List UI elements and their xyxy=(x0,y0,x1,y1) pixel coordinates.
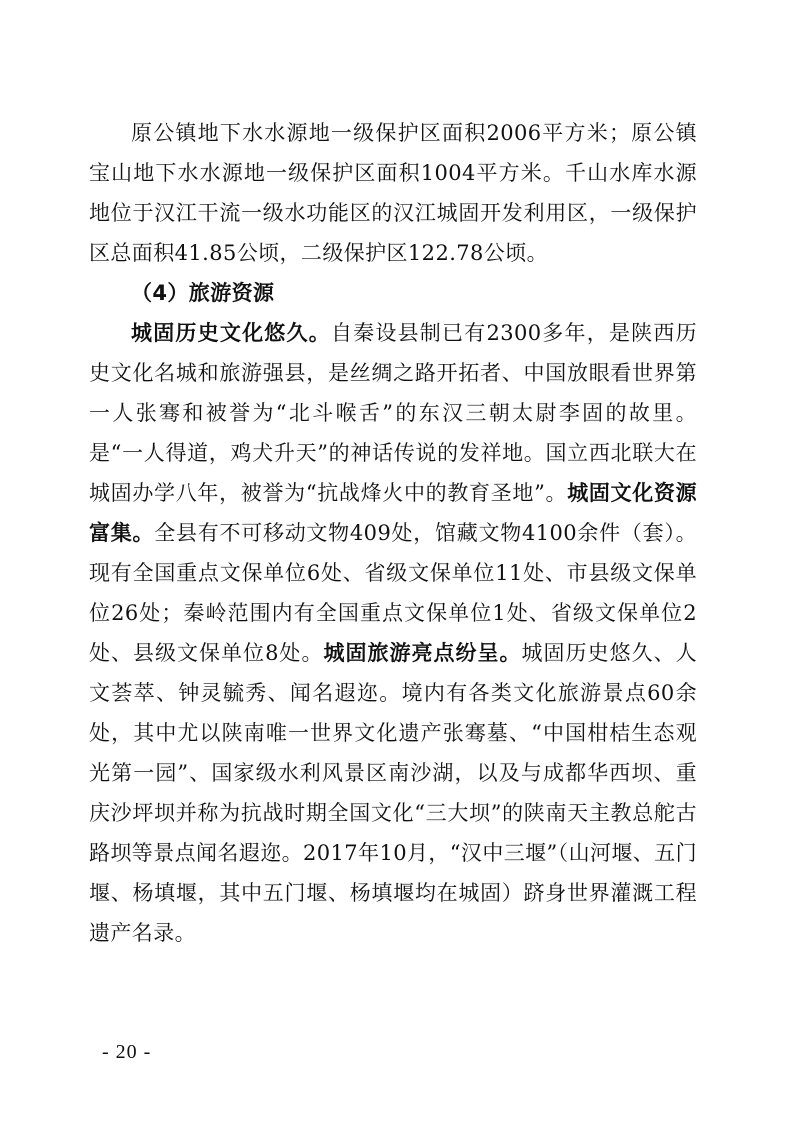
lead-cultural-resources: 城固文化资源富集。 xyxy=(89,481,698,545)
section-heading-tourism: （4）旅游资源 xyxy=(131,281,275,305)
paragraph-water-sources: 原公镇地下水水源地一级保护区面积2006平方米；原公镇宝山地下水水源地一级保护区面积1004平方米。千山水库水源地位于汉江干流一级水功能区的汉江城固开发利用区，一级保护区总面积41.85公顷，二级保护区122.78公顷。 xyxy=(89,121,697,265)
text-tourism-highlights: 城固历史悠久、人文荟萃、钟灵毓秀、闻名遐迩。境内有各类文化旅游景点60余处，其中尤以陕南唯一世界文化遗产张骞墓、“中国柑桔生态观光第一园”、国家级水利风景区南沙湖，以及与成都华西坝、重庆沙坪坝并称为抗战时期全国文化“三大坝”的陕南天主教总舵古路坝等景点闻名遐迩。2017年10月，“汉中三堰”（山河堰、五门堰、杨填堰，其中五门堰、杨填堰均在城固）跻身世界灌溉工程遗产名录。 xyxy=(89,641,697,945)
lead-tourism-highlights: 城固旅游亮点纷呈。 xyxy=(323,641,522,665)
lead-history-culture: 城固历史文化悠久。 xyxy=(131,321,331,345)
document-body xyxy=(89,113,697,953)
text-history-culture: 自秦设县制已有2300多年，是陕西历史文化名城和旅游强县，是丝绸之路开拓者、中国放眼看世界第一人张骞和被誉为“北斗喉舌”的东汉三朝太尉李固的故里。是“一人得道，鸡犬升天”的神话传说的发祥地。国立西北联大在城固办学八年，被誉为“抗战烽火中的教育圣地”。 xyxy=(89,321,697,505)
text-cultural-resources: 全县有不可移动文物409处，馆藏文物4100余件（套）。现有全国重点文保单位6处、省级文保单位11处、市县级文保单位26处；秦岭范围内有全国重点文保单位1处、省级文保单位2处、县级文保单位8处。 xyxy=(89,521,697,665)
page-number: - 20 - xyxy=(102,1041,152,1063)
paragraph-tourism xyxy=(89,313,697,953)
